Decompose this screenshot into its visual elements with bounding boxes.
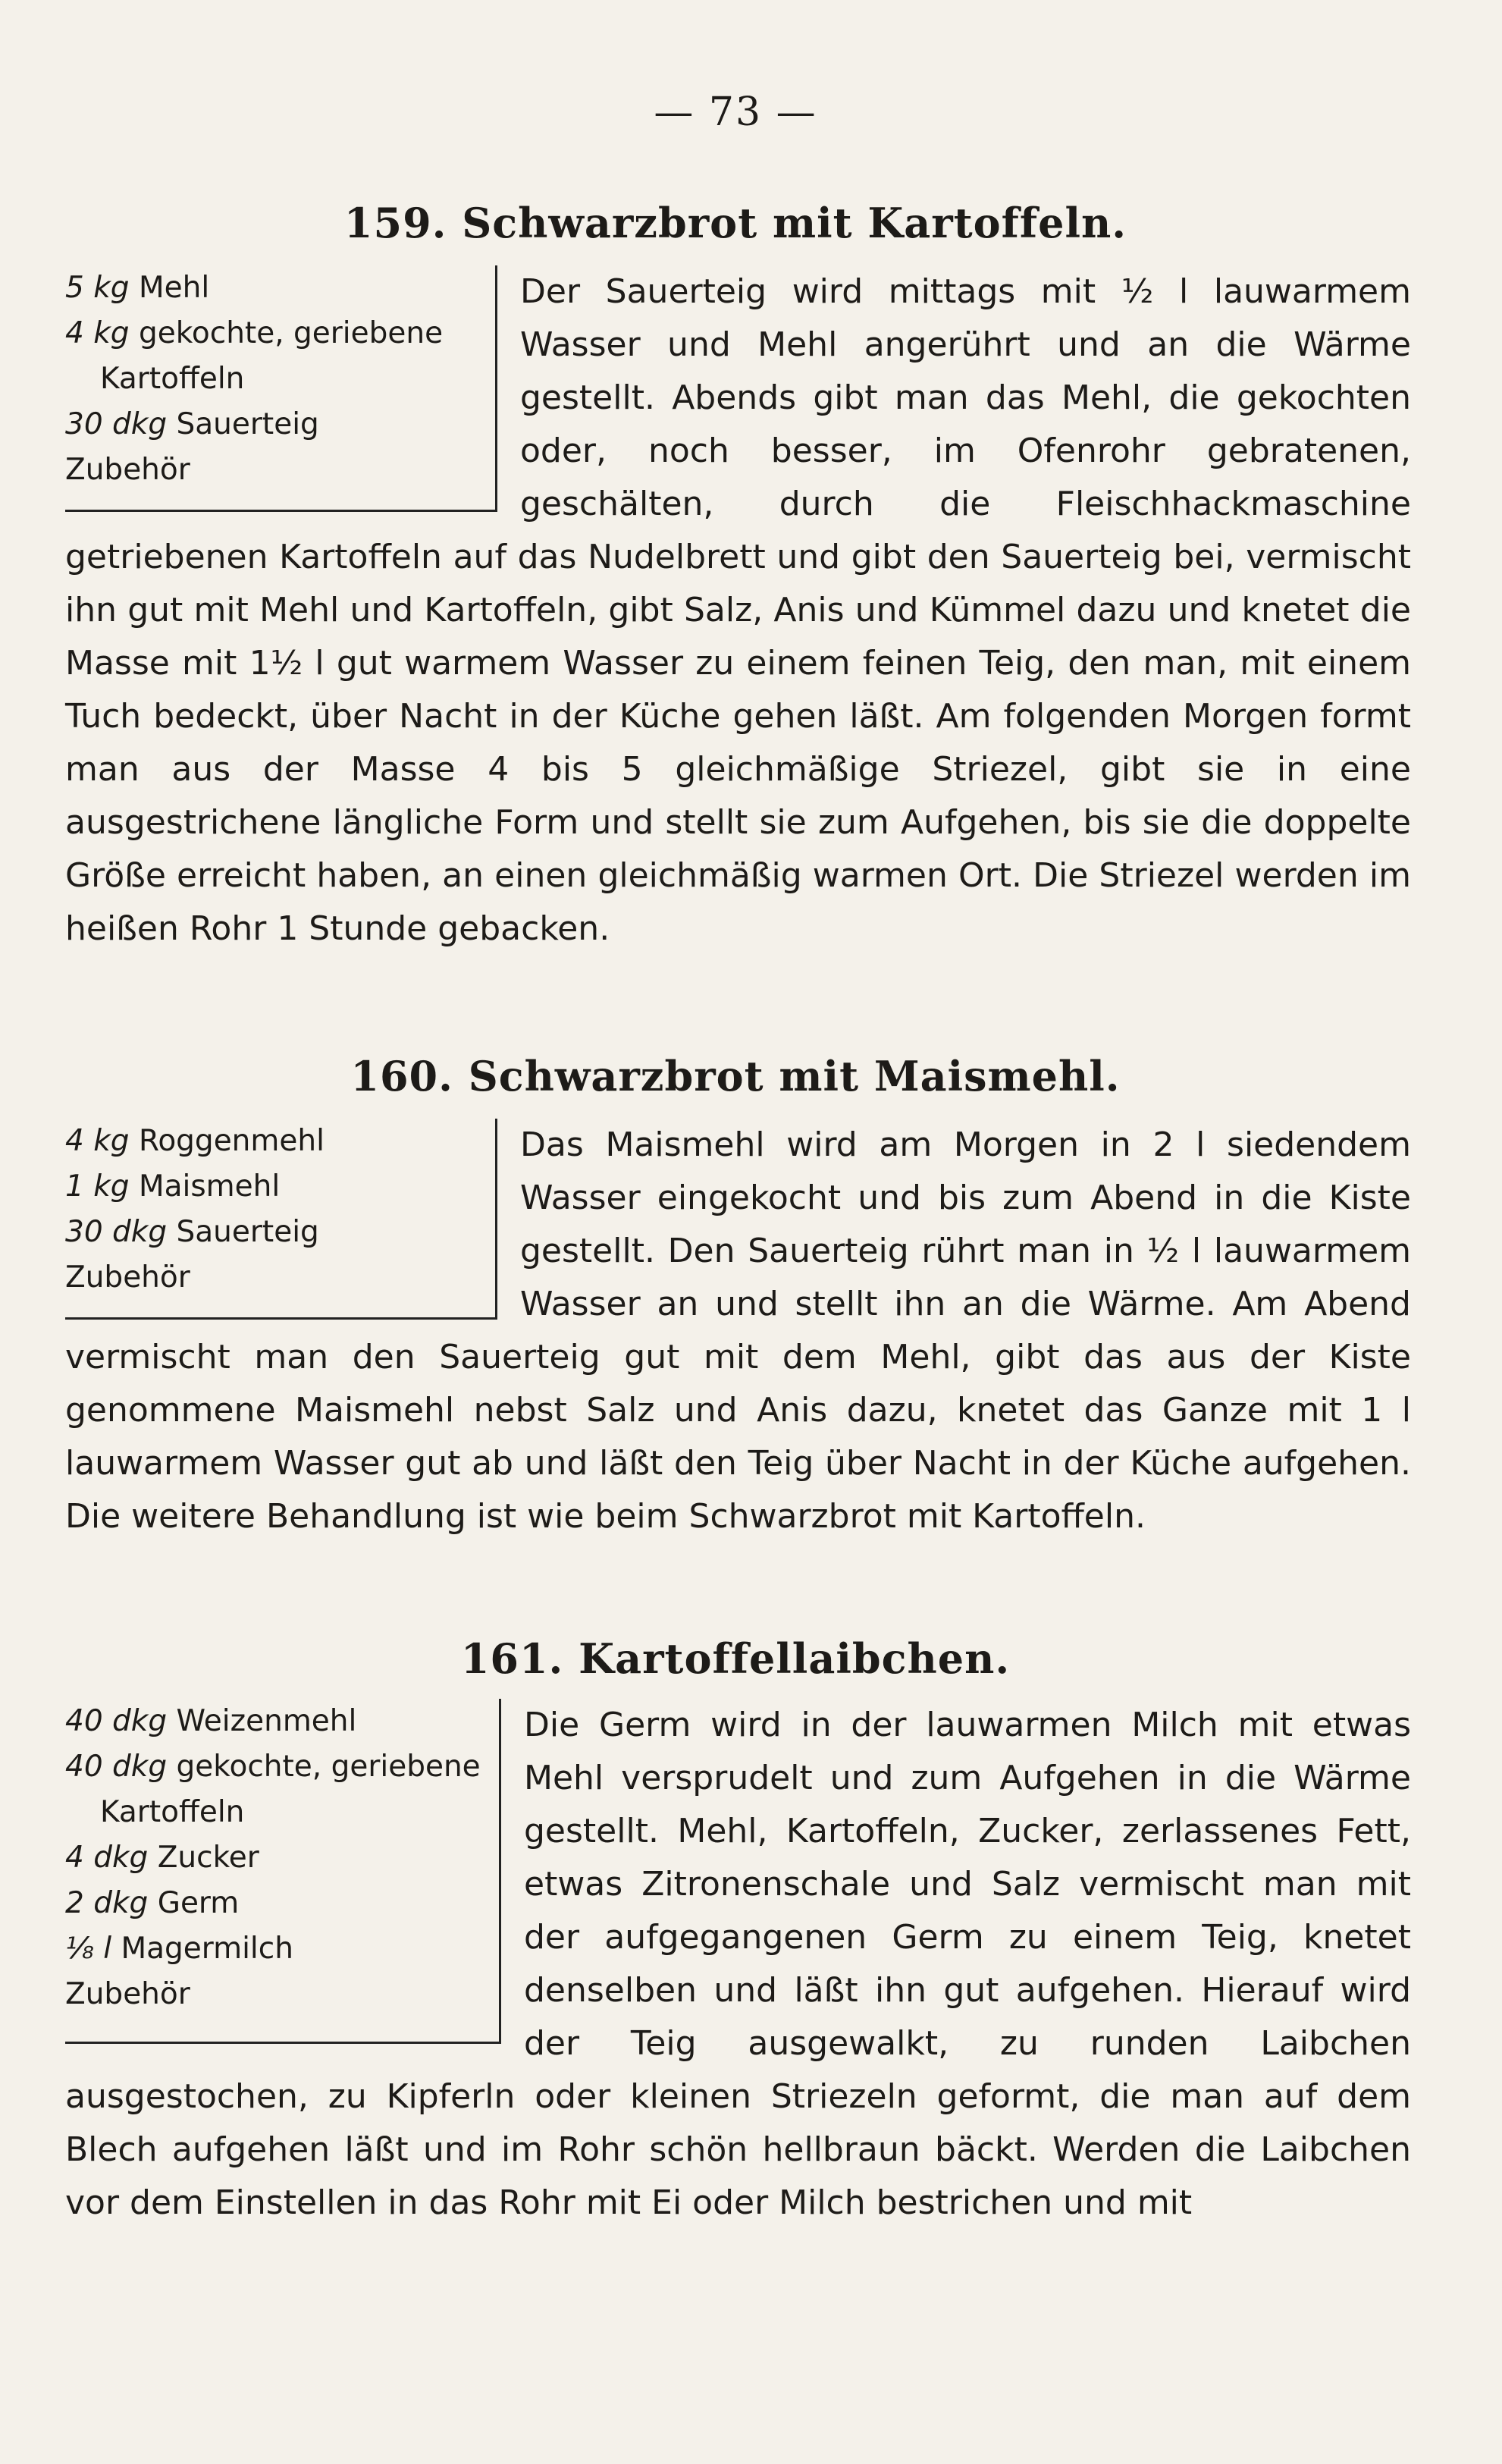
ingredient-row: 30 dkg Sauerteig xyxy=(65,1215,319,1249)
recipe-160-title: 160. Schwarzbrot mit Maismehl. xyxy=(350,1052,1121,1100)
ingredient-row: 4 dkg Zucker xyxy=(65,1841,259,1875)
ingredient-row: 2 dkg Germ xyxy=(65,1886,240,1920)
ingredient-row: 40 dkg gekochte, geriebene xyxy=(65,1750,481,1784)
recipe-159-title: 159. Schwarzbrot mit Kartoffeln. xyxy=(343,199,1127,247)
recipe-160-text: Das Maismehl wird am Morgen in 2 l siedendem Wasser eingekocht und bis zum Abend in die Kiste gestellt. Den Sauerteig rührt man in ½ l lauwarmem Wasser an und stellt ihn an die Wärme. Am Abend vermischt man den Sauerteig gut mit dem Mehl, gibt das aus der Kiste genommene Maismehl nebst Salz und Anis dazu, knetet das Ganze mit 1 l lauwarmem Wasser gut ab und läßt den Teig über Nacht in der Küche aufgehen. Die weitere Behandlung ist wie beim Schwarzbrot mit Kartoffeln. xyxy=(65,1125,1411,1536)
recipe-159-text: Der Sauerteig wird mittags mit ½ l lauwarmem Wasser und Mehl angerührt und an die Wärme gestellt. Abends gibt man das Mehl, die gekochten oder, noch besser, im Ofenrohr gebratenen, geschälten, durch die Fleischhackmaschine getriebenen Kartoffeln auf das Nudelbrett und gibt den Sauerteig bei, vermischt ihn gut mit Mehl und Kartoffeln, gibt Salz, Anis und Kümmel dazu und knetet die Masse mit 1½ l gut warmem Wasser zu einem feinen Teig, den man, mit einem Tuch bedeckt, über Nacht in der Küche gehen läßt. Am folgenden Morgen formt man aus der Masse 4 bis 5 gleichmäßige Striezel, gibt sie in eine ausgestrichene längliche Form und stellt sie zum Aufgehen, bis sie die doppelte Größe erreicht haben, an einen gleichmäßig warmen Ort. Die Striezel werden im heißen Rohr 1 Stunde gebacken. xyxy=(65,272,1411,948)
ingredient-row: 1 kg Maismehl xyxy=(65,1169,281,1204)
ingredient-row: 40 dkg Weizenmehl xyxy=(65,1704,357,1738)
ingredient-row: ⅛ l Magermilch xyxy=(65,1932,293,1966)
ingredient-row: 5 kg Mehl xyxy=(65,271,210,305)
ingredient-row: 4 kg gekochte, geriebene xyxy=(65,316,444,350)
recipe-161-text: Die Germ wird in der lauwarmen Milch mit etwas Mehl versprudelt und zum Aufgehen in die Wärme gestellt. Mehl, Kartoffeln, Zucker, zerlassenes Fett, etwas Zitronenschale und Salz vermischt man mit der aufgegangenen Germ zu einem Teig, knetet denselben und läßt ihn gut aufgehen. Hierauf wird der Teig ausgewalkt, zu runden Laibchen ausgestochen, zu Kipferln oder kleinen Striezeln geformt, die man auf dem Blech aufgehen läßt und im Rohr schön hellbraun bäckt. Werden die Laibchen vor dem Einstellen in das Rohr mit Ei oder Milch bestrichen und mit xyxy=(65,1706,1411,2222)
ingredient-row: 30 dkg Sauerteig xyxy=(65,407,319,441)
ingredient-row: 4 kg Roggenmehl xyxy=(65,1124,325,1158)
ingredient-row: Zubehör xyxy=(65,1977,190,2011)
ingredient-row: Zubehör xyxy=(65,453,190,487)
page-number: — 73 — xyxy=(654,89,817,135)
recipe-161-title: 161. Kartoffellaibchen. xyxy=(460,1634,1011,1683)
ingredient-row: Kartoffeln xyxy=(100,362,245,396)
ingredient-row: Kartoffeln xyxy=(100,1795,245,1829)
ingredient-row: Zubehör xyxy=(65,1260,190,1295)
